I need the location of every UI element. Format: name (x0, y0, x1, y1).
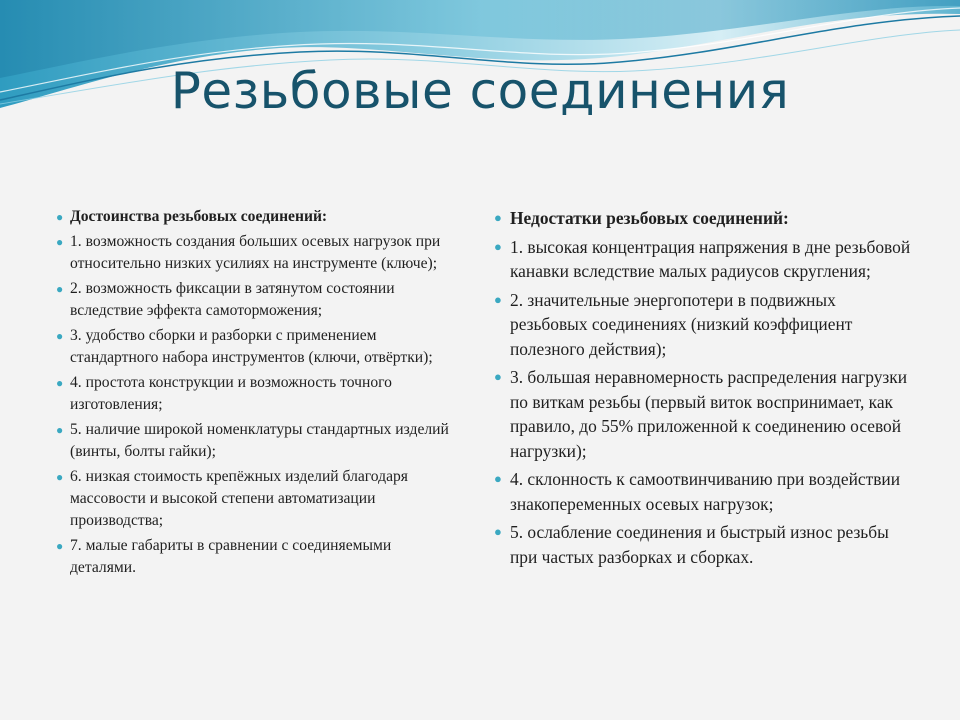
list-item-text: 6. низкая стоимость крепёжных изделий благодаря массовости и высокой степени автоматизации производства; (70, 468, 408, 529)
advantages-list (56, 206, 460, 582)
list-item (56, 419, 460, 463)
list-heading (494, 206, 914, 231)
bullet-icon: ● (56, 423, 64, 437)
bullet-icon: ● (494, 291, 502, 307)
list-item-text: 3. большая неравномерность распределения нагрузки по виткам резьбы (первый виток воспринимает, как правило, до 55% приложенной к соединению осевой нагрузки); (510, 367, 908, 461)
list-item (56, 466, 460, 532)
list-item-text: 3. удобство сборки и разборки с применением стандартного набора инструментов (ключи, отвёртки); (70, 327, 433, 366)
advantages-heading: Достоинства резьбовых соединений: (70, 208, 328, 225)
list-item-text: 7. малые габариты в сравнении с соединяемыми деталями. (70, 537, 392, 576)
list-item (56, 231, 460, 275)
bullet-icon: ● (56, 329, 64, 343)
bullet-icon: ● (56, 539, 64, 553)
slide-title: Резьбовые соединения (170, 62, 790, 120)
list-item (494, 467, 914, 516)
bullet-icon: ● (56, 235, 64, 249)
bullet-icon: ● (494, 238, 502, 254)
list-item (494, 365, 914, 463)
bullet-icon: ● (56, 376, 64, 390)
list-item-text: 1. возможность создания больших осевых нагрузок при относительно низких усилиях на инструменте (ключе); (70, 233, 441, 272)
list-item (56, 372, 460, 416)
list-item-text: 4. склонность к самоотвинчиванию при воздействии знакопеременных осевых нагрузок; (510, 469, 901, 514)
bullet-icon: ● (494, 471, 502, 486)
list-item (56, 325, 460, 369)
list-heading (56, 206, 460, 228)
bullet-icon: ● (56, 282, 64, 296)
list-item-text: 5. ослабление соединения и быстрый износ резьбы при частых разборках и сборках. (510, 522, 889, 567)
list-item-text: 5. наличие широкой номенклатуры стандартных изделий (винты, болты гайки); (70, 421, 449, 460)
list-item-text: 2. значительные энергопотери в подвижных резьбовых соединениях (низкий коэффициент полезного действия); (510, 289, 853, 359)
bullet-icon: ● (494, 369, 502, 384)
list-item (494, 520, 914, 569)
bullet-icon: ● (494, 524, 502, 539)
list-item (494, 235, 914, 284)
disadvantages-list (494, 206, 914, 573)
disadvantages-heading: Недостатки резьбовых соединений: (510, 208, 789, 228)
list-item (494, 288, 914, 362)
bullet-icon: ● (56, 210, 64, 224)
bullet-icon: ● (494, 210, 502, 225)
list-item-text: 2. возможность фиксации в затянутом состоянии вследствие эффекта самоторможения; (70, 280, 395, 319)
list-item-text: 1. высокая концентрация напряжения в дне резьбовой канавки вследствие малых радиусов скругления; (510, 236, 911, 281)
list-item (56, 278, 460, 322)
list-item (56, 535, 460, 579)
bullet-icon: ● (56, 470, 64, 484)
list-item-text: 4. простота конструкции и возможность точного изготовления; (70, 374, 392, 413)
